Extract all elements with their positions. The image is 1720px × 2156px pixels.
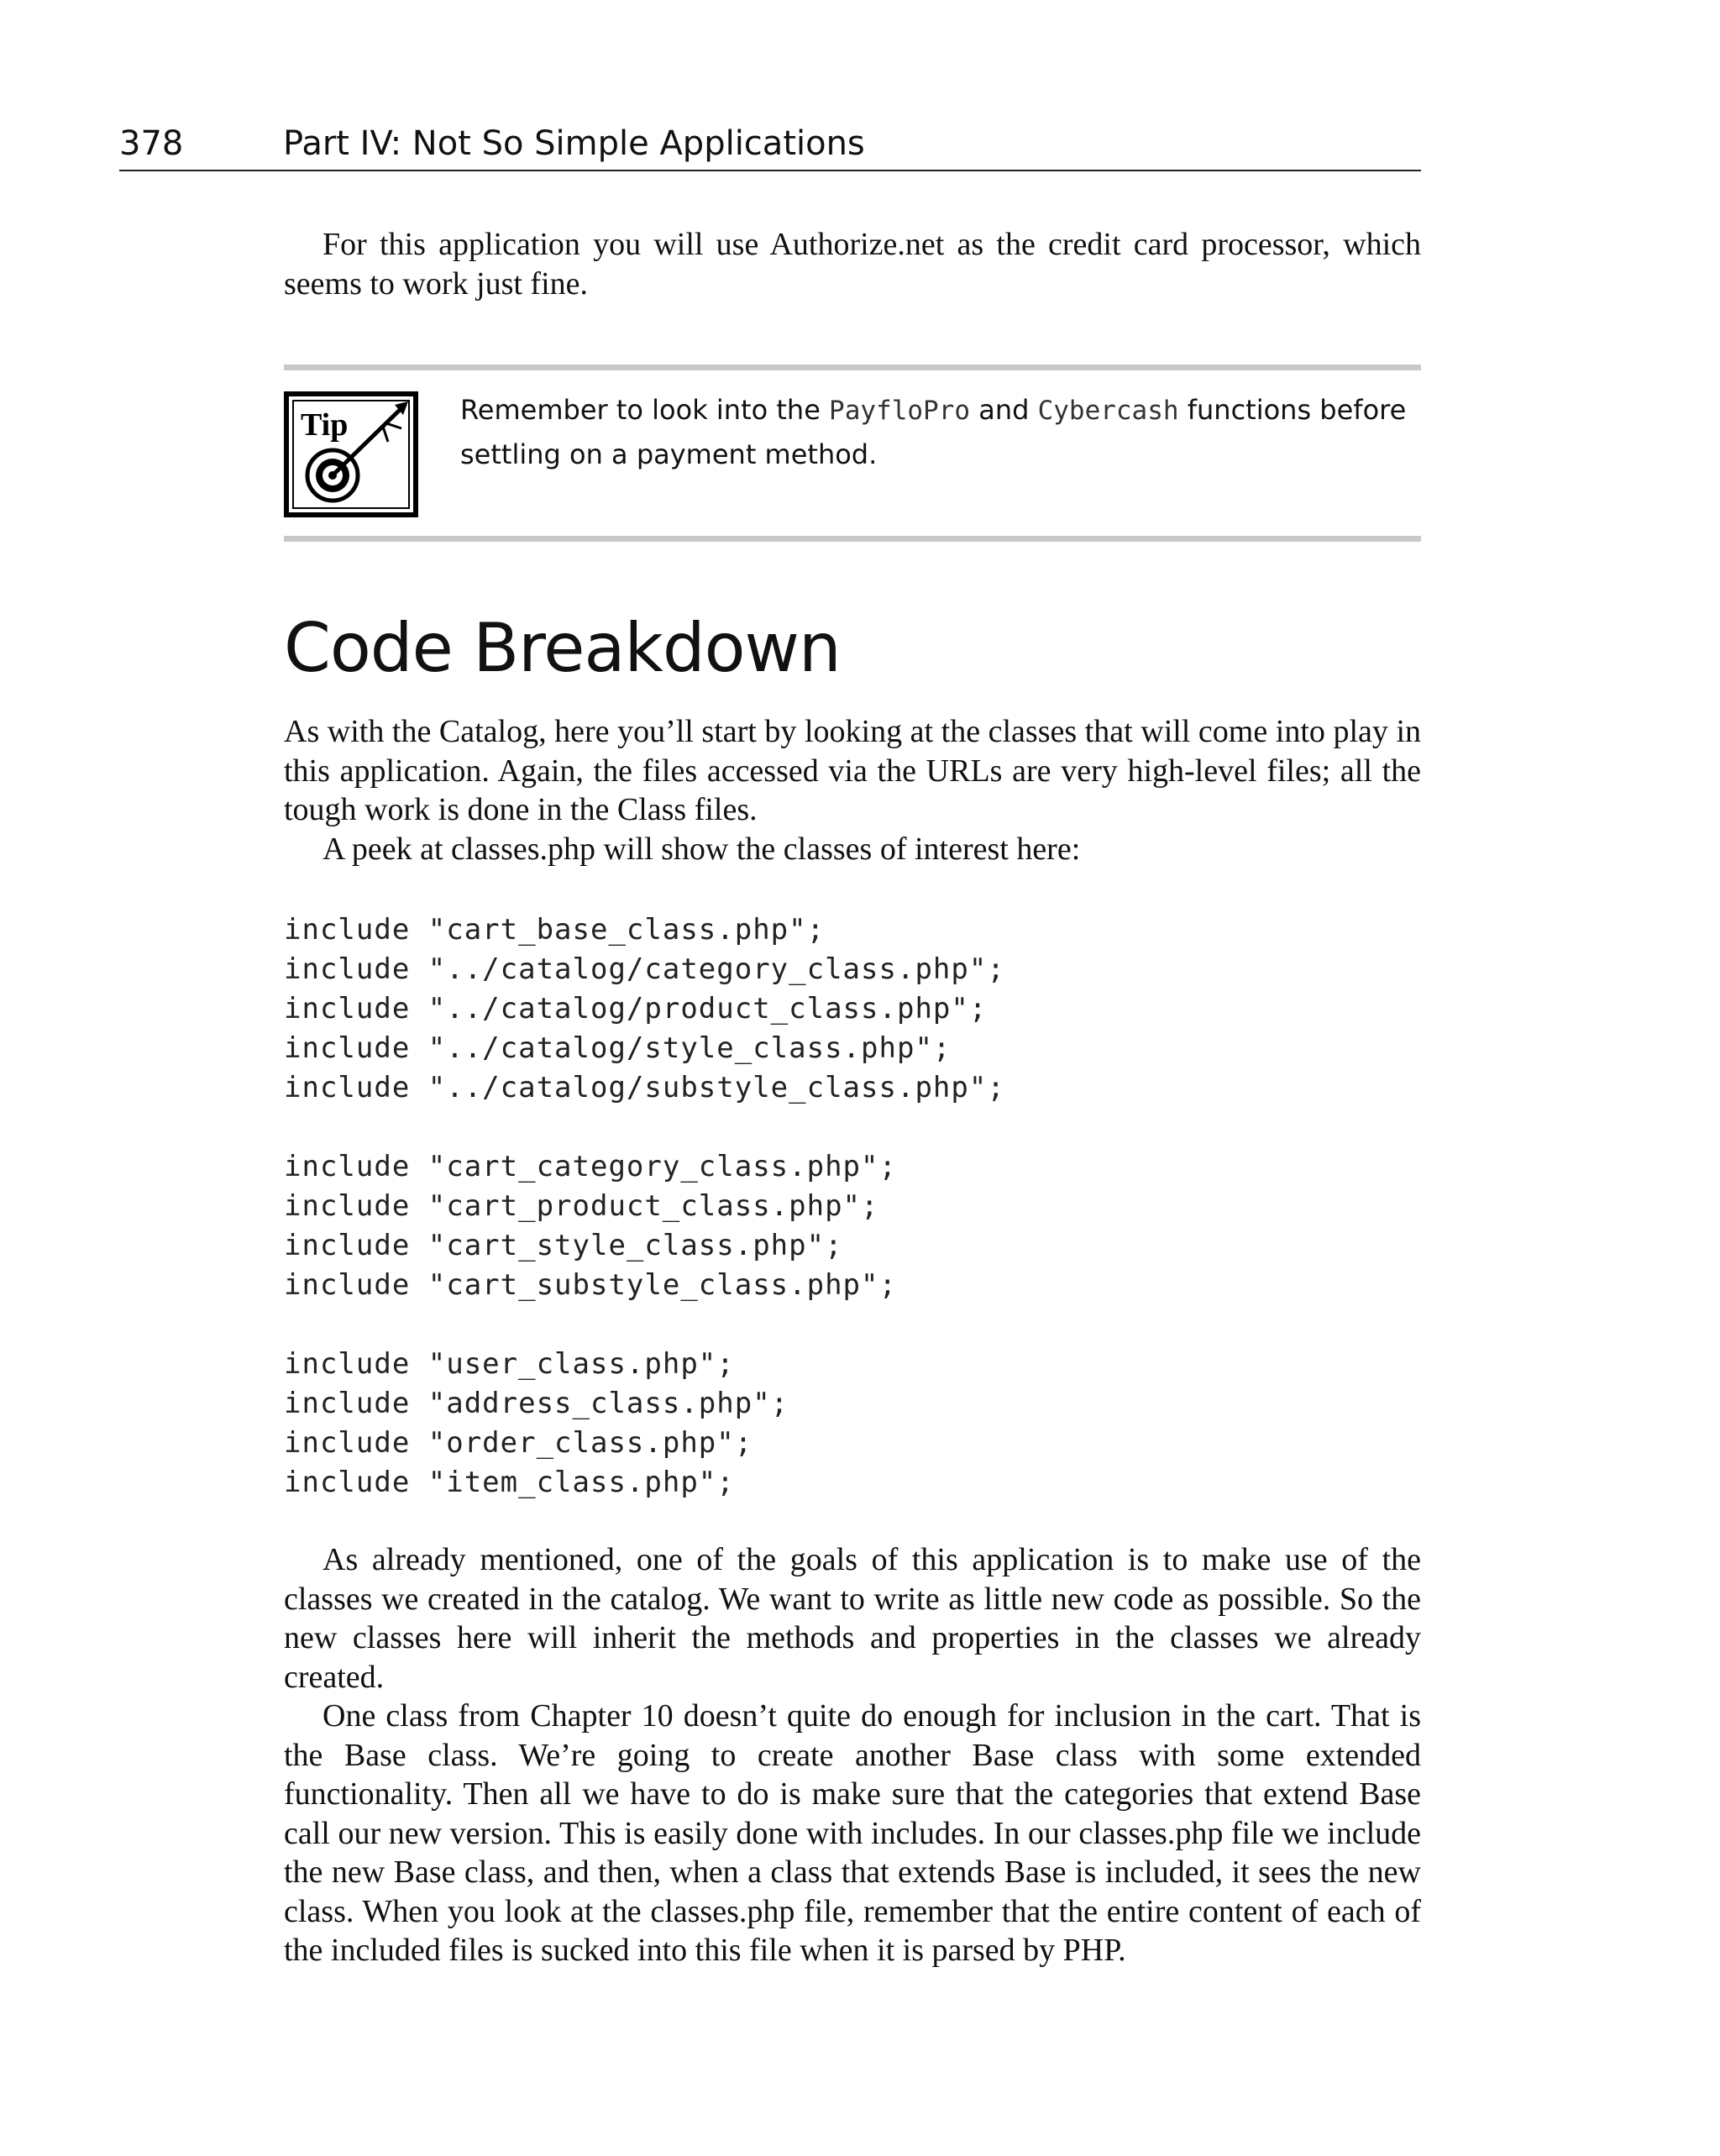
tip-code-cybercash: Cybercash	[1037, 396, 1179, 426]
tip-target-icon	[284, 391, 418, 517]
closing-body	[284, 1540, 1421, 1970]
code-gap	[284, 1305, 1421, 1345]
code-line: include "../catalog/category_class.php";	[284, 952, 1005, 986]
tip-text-before: Remember to look into the	[460, 394, 830, 426]
tip-code-payflopro: PayfloPro	[829, 396, 971, 426]
code-line: include "item_class.php";	[284, 1466, 735, 1499]
intro-paragraph: For this application you will use Authorize.net as the credit card processor, which seems to work just fine.	[284, 227, 1421, 302]
section-body	[284, 712, 1421, 868]
tip-text-after: functions before settling on a payment method.	[460, 394, 1407, 470]
code-line: include "../catalog/style_class.php";	[284, 1031, 952, 1065]
section-title: Code Breakdown	[284, 609, 841, 687]
tip-text-middle: and	[970, 394, 1038, 426]
code-line: include "cart_style_class.php";	[284, 1229, 843, 1262]
page-header	[119, 118, 1421, 171]
section-paragraph-1: As with the Catalog, here you’ll start by looking at the classes that will come into play in this application. Again, the files accessed via the URLs are very high-level files; all the tough work is done in the Class files.	[284, 714, 1421, 827]
tip-bottom-rule	[284, 536, 1421, 542]
code-line: include "order_class.php";	[284, 1426, 753, 1460]
tip-text	[460, 388, 1421, 476]
code-line: include "user_class.php";	[284, 1347, 735, 1381]
code-gap	[284, 1108, 1421, 1147]
tip-icon-label: Tip	[301, 407, 349, 443]
tip-top-rule	[284, 365, 1421, 370]
code-line: include "cart_substyle_class.php";	[284, 1268, 897, 1302]
code-line: include "cart_base_class.php";	[284, 913, 826, 947]
code-listing	[284, 910, 1421, 1503]
running-head: Part IV: Not So Simple Applications	[283, 124, 865, 163]
code-line: include "cart_category_class.php";	[284, 1150, 897, 1183]
closing-paragraph-2: One class from Chapter 10 doesn’t quite do enough for inclusion in the cart. That is the Base class. We’re going to create another Base class with some extended functionality. Then all we have to do is make sure that the categories that extend Base call our new version. This is easily done with includes. In our classes.php file we include the new Base class, and then, when a class that extends Base is included, it sees the new class. When you look at the classes.php file, remember that the entire content of each of the included files is sucked into this file when it is parsed by PHP.	[284, 1698, 1421, 1968]
code-line: include "cart_product_class.php";	[284, 1189, 879, 1223]
code-line: include "address_class.php";	[284, 1387, 789, 1420]
code-line: include "../catalog/substyle_class.php";	[284, 1071, 1005, 1104]
code-line: include "../catalog/product_class.php";	[284, 992, 988, 1026]
closing-paragraph-1: As already mentioned, one of the goals of this application is to make use of the classes we created in the catalog. We want to write as little new code as possible. So the new classes here will inherit the methods and properties in the classes we already created.	[284, 1542, 1421, 1695]
section-paragraph-2: A peek at classes.php will show the classes of interest here:	[322, 831, 1081, 867]
page-number: 378	[119, 124, 184, 163]
